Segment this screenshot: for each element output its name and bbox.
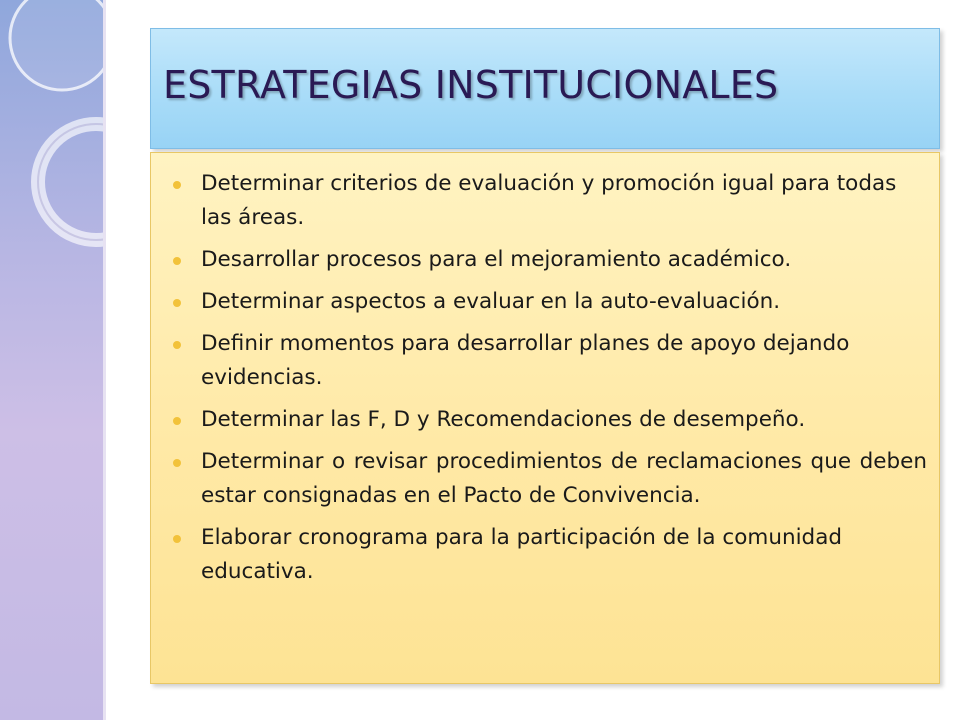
content-box (150, 152, 940, 684)
bullet-dot-icon (173, 181, 181, 189)
bullet-item (171, 445, 927, 513)
bullet-dot-icon (173, 459, 181, 467)
side-band-divider (103, 0, 106, 720)
bullet-dot-icon (173, 341, 181, 349)
bullet-dot-icon (173, 417, 181, 425)
bullet-item (171, 167, 927, 235)
bullet-text: Determinar las F, D y Recomendaciones de desempeño. (201, 407, 806, 432)
bullet-list (171, 167, 927, 597)
slide-title: ESTRATEGIAS INSTITUCIONALES (163, 63, 779, 107)
bullet-item (171, 285, 927, 319)
bullet-item (171, 327, 927, 395)
bullet-dot-icon (173, 257, 181, 265)
bullet-text: Elaborar cronograma para la participación de la comunidad educativa. (201, 525, 843, 584)
bullet-text: Determinar aspectos a evaluar en la auto-evaluación. (201, 289, 781, 314)
decorative-circles-icon (0, 0, 105, 260)
bullet-text: Determinar o revisar procedimientos de reclamaciones que deben estar consignadas en el Pacto de Convivencia. (201, 449, 927, 508)
bullet-item (171, 403, 927, 437)
bullet-text: Definir momentos para desarrollar planes de apoyo dejando evidencias. (201, 331, 850, 390)
bullet-item (171, 243, 927, 277)
bullet-dot-icon (173, 535, 181, 543)
bullet-text: Determinar criterios de evaluación y promoción igual para todas las áreas. (201, 171, 897, 230)
bullet-text: Desarrollar procesos para el mejoramiento académico. (201, 247, 792, 272)
title-box (150, 28, 940, 149)
decorative-side-band (0, 0, 105, 720)
bullet-item (171, 521, 927, 589)
bullet-dot-icon (173, 299, 181, 307)
